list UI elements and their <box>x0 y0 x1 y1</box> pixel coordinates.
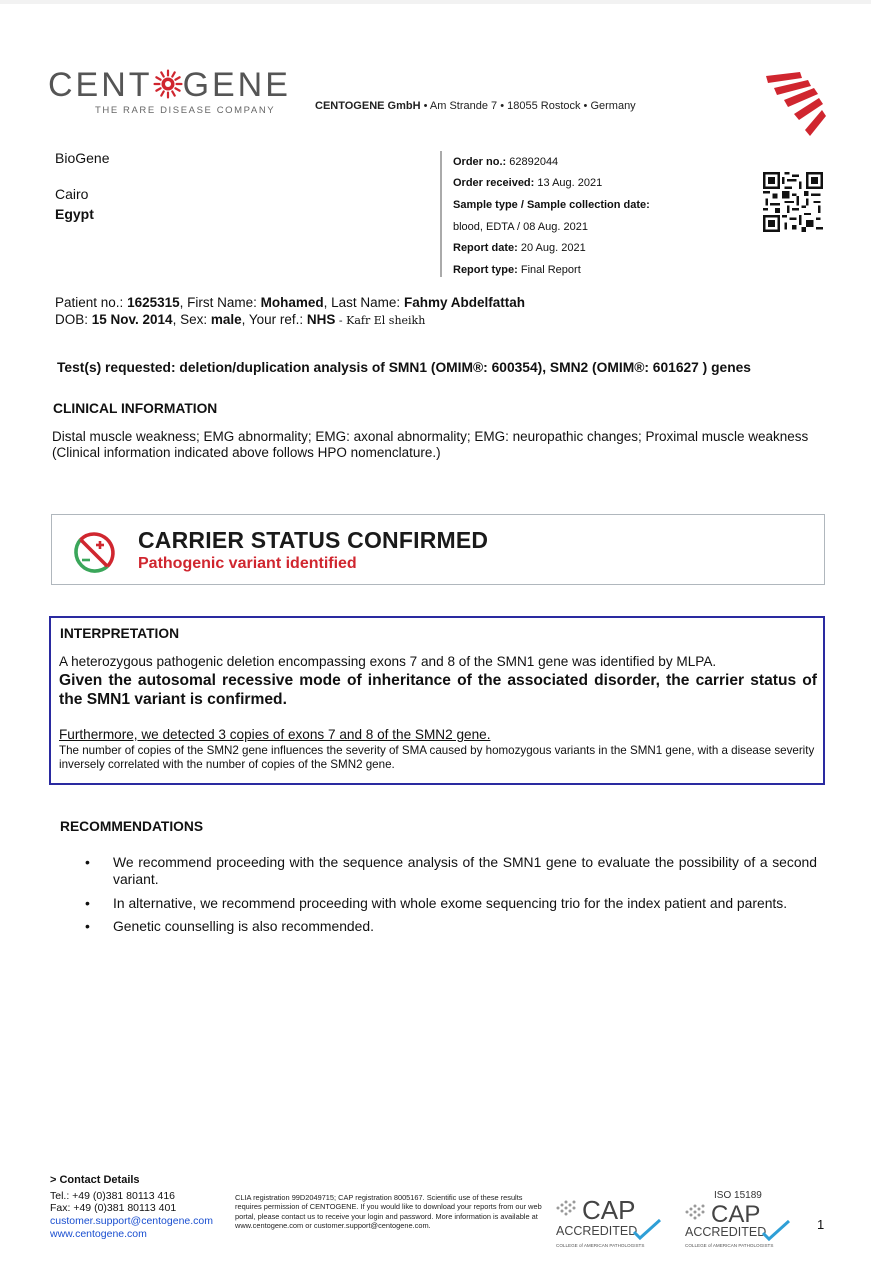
logo-gear-icon <box>153 69 183 99</box>
order-no-label: Order no.: <box>453 156 507 168</box>
recommendation-item: • In alternative, we recommend proceeding with whole exome sequencing trio for the index patient and parents. <box>85 895 817 912</box>
recommendations-list <box>85 854 817 942</box>
report-type-label: Report type: <box>453 264 518 276</box>
order-no <box>453 156 558 168</box>
first-name-label: , First Name: <box>179 295 261 310</box>
company-address: • Am Strande 7 • 18055 Rostock • Germany <box>420 100 636 112</box>
clinical-text: Distal muscle weakness; EMG abnormality; EMG: axonal abnormality; EMG: neuropathic changes; Proximal muscle weakness <box>52 429 809 444</box>
order-divider <box>440 151 442 277</box>
recipient-country: Egypt <box>55 206 94 222</box>
report-type <box>453 264 581 276</box>
cap-accredited-text-1: ACCREDITED <box>556 1224 638 1238</box>
iso-label: ISO 15189 <box>714 1190 762 1201</box>
recommendations-title: RECOMMENDATIONS <box>60 819 204 834</box>
sample-label: Sample type / Sample collection date: <box>453 199 650 211</box>
patient-no: 1625315 <box>127 295 180 310</box>
cap-logo-text-1: CAP <box>582 1195 636 1225</box>
dob-label: DOB: <box>55 312 92 327</box>
order-no-value: 62892044 <box>509 156 559 168</box>
recipient-city: Cairo <box>55 186 89 202</box>
sample-type-label <box>453 199 650 211</box>
report-date-value: 20 Aug. 2021 <box>520 242 586 254</box>
carrier-status-subtitle: Pathogenic variant identified <box>138 555 357 572</box>
order-received-value: 13 Aug. 2021 <box>537 177 603 189</box>
report-date-label: Report date: <box>453 242 518 254</box>
carrier-status-title: CARRIER STATUS CONFIRMED <box>138 527 489 553</box>
centogene-logo <box>48 68 291 102</box>
interpretation-smn2-copies: Furthermore, we detected 3 copies of exons 7 and 8 of the SMN2 gene. <box>59 727 491 742</box>
page-number: 1 <box>817 1217 825 1232</box>
interpretation-finding: A heterozygous pathogenic deletion encompassing exons 7 and 8 of the SMN1 gene was identified by MLPA. <box>59 654 717 669</box>
interpretation-smn2-note: The number of copies of the SMN2 gene influences the severity of SMA caused by homozygous variants in the SMN1 gene, with a disease severity inversely correlated with the number of copies of the SMN2 gene. <box>59 744 815 772</box>
contact-tel: Tel.: +49 (0)381 80113 416 <box>50 1190 176 1202</box>
cap-logo-text-2: CAP <box>711 1201 761 1228</box>
cap-accredited-logo <box>554 1190 669 1250</box>
company-address-line <box>315 100 636 112</box>
sample-type-value: blood, EDTA / 08 Aug. 2021 <box>453 221 588 233</box>
report-type-value: Final Report <box>520 264 581 276</box>
patient-no-label: Patient no.: <box>55 295 128 310</box>
patient-line-2 <box>55 312 425 327</box>
ref-extra: - Kafr El sheikh <box>335 314 426 327</box>
last-name: Fahmy Abdelfattah <box>403 295 525 310</box>
dob: 15 Nov. 2014 <box>91 312 173 327</box>
interpretation-title: INTERPRETATION <box>60 626 180 641</box>
carrier-status-icon <box>71 530 117 576</box>
order-received <box>453 177 602 189</box>
order-received-label: Order received: <box>453 177 535 189</box>
tests-requested: Test(s) requested: deletion/duplication analysis of SMN1 (OMIM®: 600354), SMN2 (OMIM®: 601627 ) genes <box>57 360 751 375</box>
clinical-title: CLINICAL INFORMATION <box>53 401 218 416</box>
website-link[interactable]: www.centogene.com <box>50 1228 147 1240</box>
recommendation-item: • We recommend proceeding with the sequence analysis of the SMN1 gene to evaluate the possibility of a second variant. <box>85 854 817 889</box>
company-name: CENTOGENE GmbH <box>315 100 421 112</box>
recommendation-item: • Genetic counselling is also recommended. <box>85 918 817 935</box>
patient-line-1 <box>55 295 525 310</box>
cap-college-text-1: COLLEGE of AMERICAN PATHOLOGISTS <box>556 1243 645 1248</box>
clinical-note: (Clinical information indicated above follows HPO nomenclature.) <box>52 445 441 461</box>
clinical-info <box>52 429 812 461</box>
ref-label: , Your ref.: <box>241 312 307 327</box>
interpretation-conclusion: Given the autosomal recessive mode of inheritance of the associated disorder, the carrier status of the SMN1 variant is confirmed. <box>59 672 817 708</box>
cap-accredited-text-2: ACCREDITED <box>685 1225 767 1239</box>
ref: NHS <box>306 312 336 327</box>
cap-college-text-2: COLLEGE of AMERICAN PATHOLOGISTS <box>685 1243 774 1248</box>
qr-code-icon <box>763 172 823 232</box>
sex-label: , Sex: <box>172 312 211 327</box>
contact-fax: Fax: +49 (0)381 80113 401 <box>50 1202 177 1214</box>
last-name-label: , Last Name: <box>323 295 404 310</box>
report-page <box>0 4 871 1280</box>
recipient-org: BioGene <box>55 150 110 166</box>
contact-title: > Contact Details <box>50 1174 140 1186</box>
clia-notice: CLIA registration 99D2049715; CAP registration 8005167. Scientific use of these results requires permission of CENTOGENE. If you would like to download your reports from our web portal, please contact us to receive your login and password. More information is available at www.centogene.com or customer.support@centogene.com. <box>235 1193 542 1231</box>
logo-tagline: THE RARE DISEASE COMPANY <box>95 105 276 116</box>
report-date <box>453 242 586 254</box>
brand-mark-icon <box>760 70 826 140</box>
logo-right-text: GENE <box>182 66 291 104</box>
logo-left-text: CENT <box>48 66 153 104</box>
first-name: Mohamed <box>260 295 324 310</box>
contact-email-link[interactable]: customer.support@centogene.com <box>50 1215 213 1227</box>
sex: male <box>210 312 242 327</box>
